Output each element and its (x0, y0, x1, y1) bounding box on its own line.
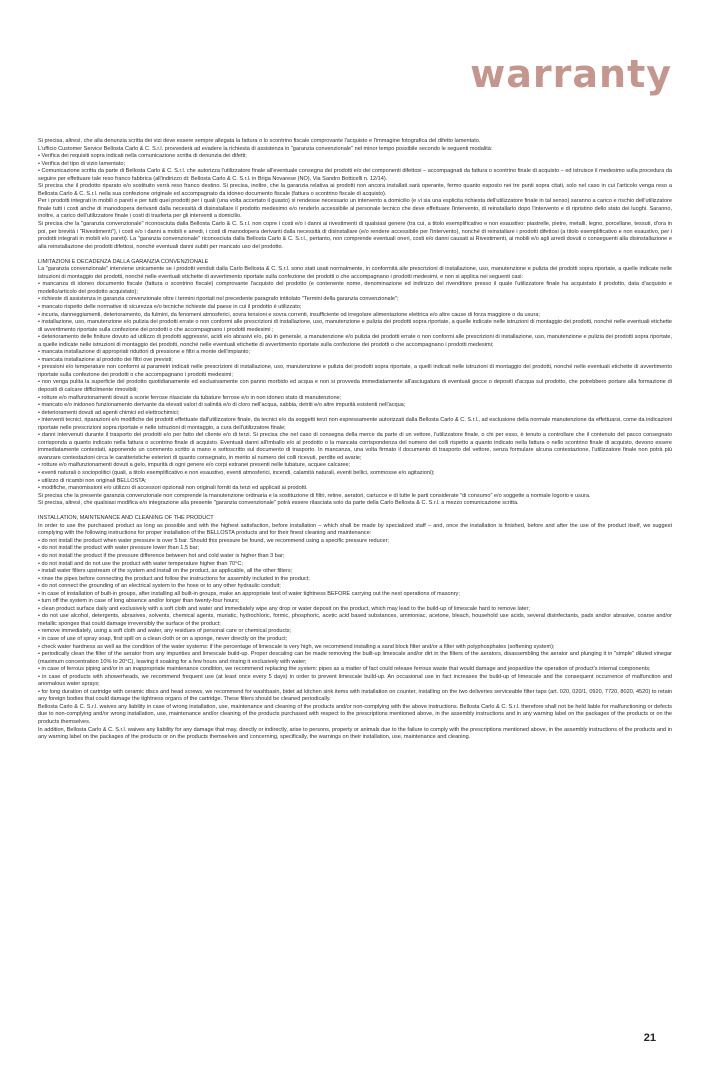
list-item: • Comunicazione scritta da parte di Bellosta Carlo & C. S.r.l. che autorizza l'utilizzatore finale all'eventuale consegna dei prodotti e/o dei componenti difettosi – accompagnati da fattura o scontrino finale di acquisto – ed istruisce il medesimo sulla procedura da seguire per effettuare tale reso franco fabbrica (all'indirizzo di: Bellosta Carlo & C. S.r.l. in Briga Novarese (NO), Via Sandro Botticelli n. 12/14). (38, 168, 672, 182)
page-title: warranty (470, 52, 672, 96)
paragraph: In order to use the purchased product as long as possible and with the highest satisfaction, before installation – which shall be made by specialized staff – and, once the installation is finished, before and after the use of the product itself, we suggest complying with the following instructions for proper installation of the BELLOSTA products and for their finest cleaning and maintenance: (38, 522, 672, 537)
list-item: • non venga pulita la superficie del prodotto quotidianamente ed esclusivamente con panno morbido ed acqua e non si provveda immediatamente all'asciugatura di eventuali gocce o depositi d'acqua sul prodotto, che potrebbero portare alla formazione di depositi di calcare difficilmente rimovibili; (38, 379, 672, 393)
list-item: • in case of ferrous piping and/or in an inappropriate maintenance condition, we recommend replacing the system: pipes as a matter of fact could release ferrous waste that would damage and jeopardize the operation of product's internal components; (38, 666, 651, 673)
paragraph: Per i prodotti integrati in mobili o pareti e per tutti quei prodotti per i quali (una volta accertato il guasto) si rendesse necessario un intervento a domicilio (e vi sia una esplicita richiesta dell'utilizzatore finale in tal senso) saranno a carico e rischio dell'utilizzatore finale tutti i costi anche di manodopera derivanti dalla necessità di disinstallare il prodotto medesimo e/o renderlo accessibile al personale tecnico che deve effettuare l'intervento, di reinstallarlo dopo l'intervento e di ripristino dello stato dei luoghi. Saranno, inoltre, a carico dell'utilizzatore finale i costi di trasferta per gli interventi a domicilio. (38, 198, 672, 220)
list-item: • rotture e/o malfunzionamenti dovuti a gelo, impurità di ogni genere e/o corpi estranei presenti nelle tubature, acquee calcaree; (38, 462, 351, 469)
list-item: • do not install the product with water pressure lower than 1,5 bar; (38, 545, 200, 552)
list-item: • remove immediately, using a soft cloth and water, any residues of personal care or chemical products; (38, 628, 292, 635)
list-item: • check water hardness as well as the condition of the water systems: if the percentage of limescale is very high, we recommend installing a sand block filter and/or a filter with polyphosphates (softening system); (38, 643, 555, 650)
list-item: • interventi tecnici, riparazioni e/o modifiche dei prodotti effettuate dall'utilizzatore finale, da tecnici e/o da soggetti terzi non espressamente autorizzati dalla Bellosta Carlo & C. S.r.l., ad esclusione della normale manutenzione da effettuarsi, come da indicazioni riportate nelle prescrizioni sopra riportate e nelle istruzioni di montaggio, a cura dell'utilizzatore finale; (38, 417, 672, 431)
list-item: • eventi naturali o sociopolitici (quali, a titolo esemplificativo e non esaustivo, eventi atmosferici, incendi, calamità naturali, eventi bellici, sommosse e/o agitazioni); (38, 470, 435, 477)
list-item: • deterioramenti dovuti ad agenti chimici ed elettrochimici; (38, 409, 180, 416)
list-item: • deterioramento delle finiture dovuto ad utilizzo di prodotti aggressivi, acidi e/o abrasivi e/o, più in generale, a manutenzione e/o pulizia dei prodotti errate o non conformi alle prescrizioni di installazione, uso, manutenzione e pulizia dei prodotti sopra riportate, a quelle indicate nelle istruzioni di montaggio dei prodotti, nonché nelle eventuali etichette di avvertimento riportate sulla confezione dei prodotti o che accompagnano i prodotti medesimi; (38, 334, 672, 348)
list-item: • install water filters upstream of the system and install on the product, as applicable, all the other filters; (38, 568, 293, 575)
paragraph: Si precisa, altresì, che qualsiasi modifica e/o integrazione alla presente "garanzia convenzionale" potrà essere rilasciata solo da parte della Carlo Bellosta & C. S.r.l. a mezzo comunicazione scritta. (38, 500, 519, 507)
document-body (38, 138, 672, 742)
page-number: 21 (643, 1032, 656, 1044)
list-item: • rinse the pipes before connecting the product and follow the instructions for assembly included in the product; (38, 575, 310, 582)
paragraph: Si precisa, altresì, che alla denunzia scritta dei vizi deve essere sempre allegata la fattura o lo scontrino fiscale comprovante l'acquisto e l'immagine fotografica del difetto lamentato. (38, 138, 481, 144)
list-item: • do not use alcohol, detergents, abrasives, solvents, chemical agents, muriatic, hydrochloric, formic, phosphoric, acetic acid based substances, ammoniac, acetone, bleach, household use acids, several disinfectants, pads and/or abrasive, coarse and/or metallic sponges that could damage irreversibly the surface of the product; (38, 613, 672, 627)
list-item: • danni intervenuti durante il trasporto dei prodotti e/o per fatto del cliente e/o di terzi. Si precisa che nel caso di consegna della merce da parte di un vettore, l'utilizzatore finale, o chi per esso, è tenuto a controllare che il contenuto del pacco consegnato corrisponda a quanto indicato nella fattura o scontrino finale di acquisto. Eventuali danni all'imballo e/o al prodotto o la mancata corrispondenza del numero dei colli rispetto a quanto indicato nella fattura o nello scontrino finale di acquisto, devono essere immediatamente contestati, apponendo un commento scritto a mano e sottoscritto sul documento di trasporto. In mancanza, una volta firmato il documento di trasporto del vettore, senza formulare alcuna contestazione, l'utilizzatore finale non potrà più avanzare contestazioni circa le caratteristiche esteriori di quanto consegnato, in merito al numero dei colli ricevuti, perdite ed avarie; (38, 432, 672, 461)
list-item: • richieste di assistenza in garanzia convenzionale oltre i termini riportati nel precedente paragrafo intitolato "Termini della garanzia convenzionale"; (38, 296, 399, 303)
limitations-section (38, 259, 672, 508)
list-item: • periodically clean the filter of the aerator from any impurities and limescale build-up. Proper descaling can be made removing the built-up limescale and/or dirt in the filters of the aerators, disassembling the aerator and plunging it in "simple" diluted vinegar (maximum concentration 10% to 20°C), leaving it soaking for a few hours and rinsing it exclusively with water; (38, 651, 672, 665)
list-item: • do not install the product when water pressure is over 5 bar. Should this pressure be found, we recommend using a specific pressure reducer; (38, 537, 389, 544)
list-item: • turn off the system in case of long absence and/or longer than twenty-four hours; (38, 598, 240, 605)
list-item: • for long duration of cartridge with ceramic discs and head screws, we recommend for washbasin, bidet ad kitchen sink items with installation on counter, installing on the two deliveries serviceable filter taps (art. 020, 020/1, 0920, 7720, 8020, 4520) to retain any foreign bodies that could damage the tightness organs of the cartridge. These filters should be cleaned periodically. (38, 688, 672, 703)
list-item: • incuria, danneggiamenti, deterioramento, da fulmini, da fenomeni atmosferici, sovra tensioni e sovra correnti, insufficiente od irregolare alimentazione elettrica e/o altre cause di forza maggiore o da usura; (38, 311, 540, 318)
paragraph: L'ufficio Customer Service Bellosta Carlo & C. S.r.l. provvederà ad evadere la richiesta di assistenza in "garanzia convenzionale" nel minor tempo possibile secondo le seguenti modalità: (38, 145, 493, 152)
list-item: • rotture e/o malfunzionamenti dovuti a scorie ferrose rilasciate da tubature ferrose e/o in non idoneo stato di manutenzione; (38, 394, 342, 401)
list-item: • do not connect the grounding of an electrical system to the hose or to any other hydraulic conduit; (38, 583, 281, 590)
list-item: • mancato e/o inidoneo funzionamento derivante da elevati valori di salinità e/o di cloro nell'acqua, sabbia, detriti e/o altre impurità esistenti nell'acqua; (38, 402, 406, 409)
list-item: • in case of installation of built-in groups, after installing all built-in groups, make an appropriate test of water tightness BEFORE carrying out the next operations of masonry; (38, 590, 460, 597)
list-item: • do not install the product if the pressure difference between hot and cold water is higher than 3 bar; (38, 552, 285, 559)
list-item: • in case of use of spray soap, first spill on a clean cloth or on a sponge, never directly on the product; (38, 636, 288, 642)
paragraph: Si precisa che il prodotto riparato e/o sostituito verrà reso franco destino. Si precisa, inoltre, che la garanzia relativa ai prodotti non ancora installati sarà operante, fermo quanto esposto nei tre punti sopra citati, solo nel caso in cui l'articolo venga reso a Bellosta Carlo & C. S.r.l. nella sua confezione originale ed accompagnato da idoneo documento fiscale (fattura o scontrino fiscale di acquisto). (38, 183, 672, 197)
intro-section (38, 138, 672, 251)
paragraph: Bellosta Carlo & C. S.r.l. waives any liability in case of wrong installation, use, maintenance and cleaning of the products and/or non-complying with the above instructions. Bellosta Carlo & C. S.r.l. therefore shall not be held liable for malfunctioning or defects due to non-complying and/or wrong installation, use, maintenance and/or cleaning of the products purchased with respect to the prescriptions mentioned above, in the assembly instructions and in any warning label on the packages of the products or on the products themselves. (38, 703, 672, 726)
list-item: • mancanza di idoneo documento fiscale (fattura o scontrino fiscale) comprovante l'acquisto del prodotto (e contenente nome, denominazione ed indirizzo del rivenditore presso il quale l'utilizzatore finale ha acquistato il prodotto, data d'acquisto e modello/articolo del prodotto acquistato); (38, 281, 672, 295)
list-item: • mancata installazione al prodotto dei filtri ove previsti; (38, 356, 173, 363)
list-item: • modifiche, manomissioni e/o utilizzo di accessori opzionali non originali forniti da terzi ed applicati ai prodotti. (38, 485, 308, 492)
list-item: • utilizzo di ricambi non originali BELLOSTA; (38, 477, 147, 484)
list-item: • Verifica dei requisiti sopra indicati nella comunicazione scritta di denunzia dei difetti; (38, 153, 247, 160)
paragraph: Si precisa che la "garanzia convenzionale" riconosciuta dalla Bellosta Carlo & C. S.r.l. non copre i costi e/o i danni ai rivestimenti di qualsiasi genere (tra cui, a titolo esemplificativo e non esaustivo: piastrelle, pietre, metalli, legno, porcellane, tessuti, d'ora in poi, per brevità i "Rivestimenti"), i costi e/o i danni a mobili e arredi, i costi di manodopera derivanti dalla necessità di disinstallare (e/o rendere accessibile per l'intervento), nonché di reinstallare i prodotti difettosi (a titolo esemplificativo e non esaustivo, per i prodotti integrati in mobili e/o pareti). La "garanzia convenzionale" riconosciuta dalla Bellosta Carlo & C. S.r.l., pertanto, non comprende eventuali oneri, costi e/o danni causati ai Rivestimenti, ai mobili e/o agli arredi dovuti o conseguenti alla disinstallazione e alla reinstallazione dei prodotti difettosi, nonché eventuali danni subiti per mancato uso del prodotto. (38, 221, 672, 250)
list-item: • clean product surface daily and exclusively with a soft cloth and water and immediately wipe any drop or water deposit on the product, which may lead to the build-up of limescale hard to remove later; (38, 605, 530, 612)
installation-section (38, 515, 672, 741)
paragraph: Si precisa che la presente garanzia convenzionale non comprende la manutenzione ordinaria e la sostituzione di filtri, retine, aeratori, cartucce e di tutte le parti considerate "di consumo" e/o soggette a normale logorio e usura. (38, 492, 591, 499)
section-heading: INSTALLATION, MAINTENANCE AND CLEANING OF THE PRODUCT (38, 515, 214, 522)
paragraph: La "garanzia convenzionale" interviene unicamente se i prodotti venduti dalla Carlo Bellosta & C. S.r.l. sono stati usati normalmente, in conformità alle prescrizioni di installazione, uso, manutenzione e pulizia dei prodotti sopra riportate, a quelle indicate nelle istruzioni di montaggio dei prodotti, nonché nelle eventuali etichette di avvertimento riportate sulla confezione dei prodotti o che accompagnano i prodotti medesimi, e non si applica nei seguenti casi: (38, 266, 672, 280)
section-heading: LIMITAZIONI E DECADENZA DALLA GARANZIA CONVENZIONALE (38, 258, 209, 265)
list-item: • mancata installazione di appropriati riduttori di pressione e filtri a monte dell'impianto; (38, 349, 251, 356)
list-item: • mancato rispetto delle normative di sicurezza e/o tecniche richieste dal paese in cui il prodotto è utilizzato; (38, 303, 302, 310)
list-item: • installazione, uso, manutenzione e/o pulizia dei prodotti errate o non conformi alle prescrizioni di installazione, uso, manutenzione e pulizia dei prodotti sopra riportate, a quelle indicate nelle istruzioni di montaggio dei prodotti, nonché nelle eventuali etichette di avvertimento riportate sulla confezione dei prodotti o che accompagnano i prodotti medesimi ; (38, 319, 672, 333)
paragraph: In addition, Bellosta Carlo & C. S.r.l. waives any liability for any damage that may, directly or indirectly, arise to persons, property or animals due to the failure to comply with the prescriptions mentioned above, in the assembly instructions of the products and in any warning label on the packages of the products or on the products themselves and concerning, specifically, the warnings on their installation, use, maintenance and cleaning. (38, 726, 672, 741)
list-item: • do not install and do not use the product with water temperature higher than 70°C; (38, 560, 243, 567)
list-item: • in case of products with showerheads, we recommend frequent use (at least once every 5 days) in order to prevent limescale build-up. An occasional use in fact increases the build-up of limescale and the consequent occurrence of malfunction and anomalous water sprays; (38, 673, 672, 688)
list-item: • pressioni e/o temperature non conformi ai parametri indicati nelle prescrizioni di installazione, uso, manutenzione e pulizia dei prodotti sopra riportate, a quelli indicati nelle istruzioni di montaggio dei prodotti, nonché nelle eventuali etichette di avvertimento riportate sulla confezione dei prodotti o che accompagnano i prodotti medesimi; (38, 364, 672, 378)
list-item: • Verifica del tipo di vizio lamentato; (38, 160, 126, 167)
